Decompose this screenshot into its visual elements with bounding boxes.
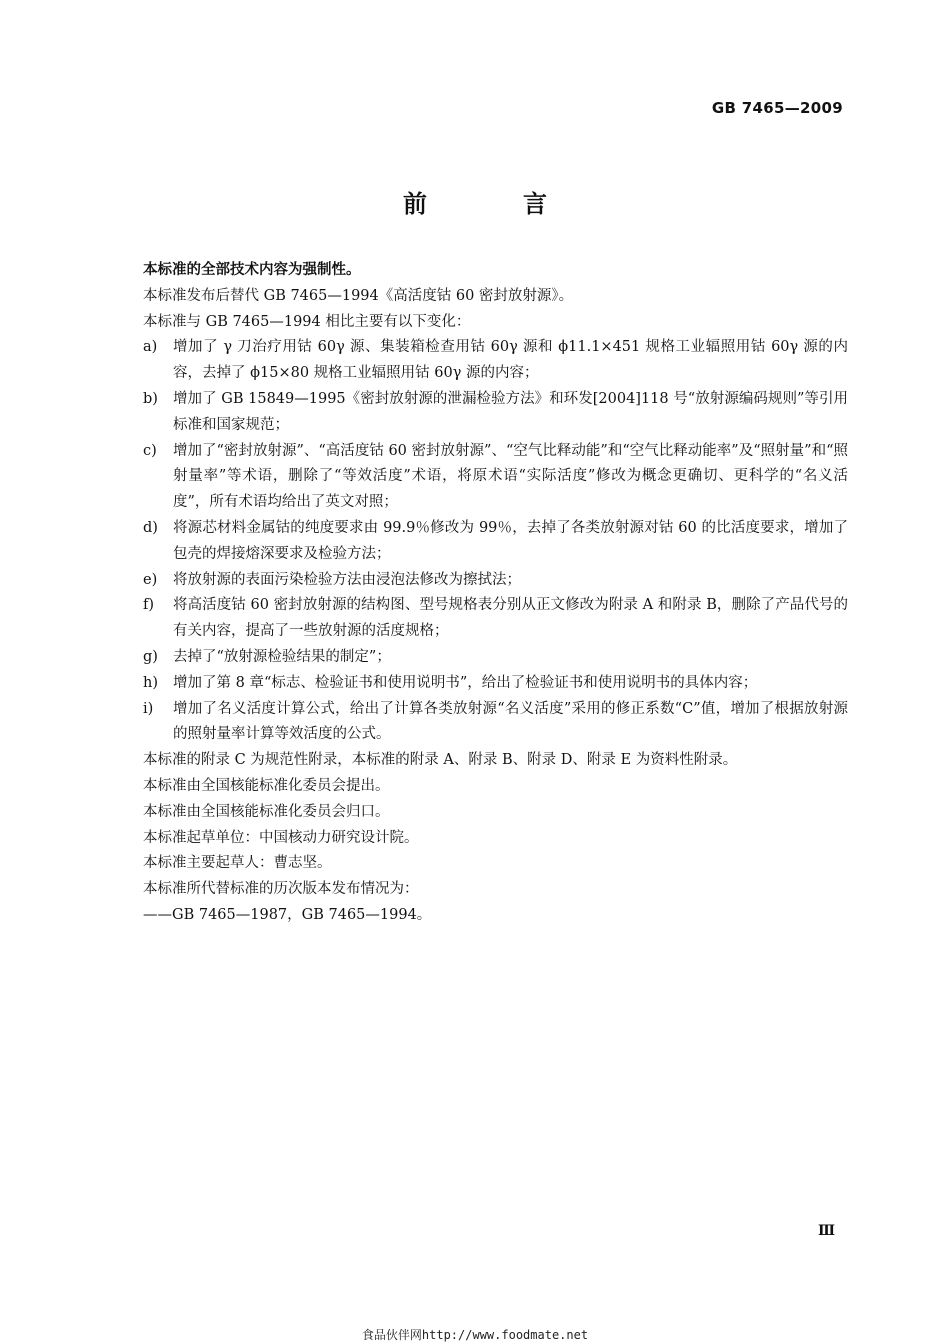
list-item-text: 去掉了“放射源检验结果的制定”； [173,648,391,665]
list-item-label: i) [143,700,154,717]
list-item-label: h) [143,674,158,691]
changes-intro: 本标准与 GB 7465—1994 相比主要有以下变化： [143,313,471,330]
history-intro: 本标准所代替标准的历次版本发布情况为： [143,881,419,898]
footer-watermark: 食品伙伴网http://www.foodmate.net [361,1328,589,1342]
document-body [143,258,848,929]
drafter-statement: 本标准主要起草人：曹志坚。 [143,855,332,872]
list-item [143,439,848,516]
list-item-label: g) [143,648,158,665]
list-item-text: 将源芯材料金属钴的纯度要求由 99.9％修改为 99％，去掉了各类放射源对钴 60 的比活度要求，增加了包壳的焊接熔深要求及检验方法； [173,519,848,562]
page-title: 前 言 [403,190,583,218]
list-item-text: 增加了“密封放射源”、“高活度钴 60 密封放射源”、“空气比释动能”和“空气比释动能率”及“照射量”和“照射量率”等术语，删除了“等效活度”术语，将原术语“实际活度”修改为概念更确切、更科学的“名义活度”，所有术语均给出了英文对照； [173,442,848,511]
standard-code: GB 7465—2009 [711,99,843,117]
list-item [143,387,848,439]
list-item [143,516,848,568]
replacement-statement: 本标准发布后替代 GB 7465—1994《高活度钴 60 密封放射源》。 [143,287,574,304]
list-item-label: f) [143,597,155,614]
list-item [143,568,848,594]
proposer-statement: 本标准由全国核能标准化委员会提出。 [143,777,390,794]
list-item [143,671,848,697]
history-versions: ——GB 7465—1987，GB 7465—1994。 [143,906,432,923]
list-item-label: a) [143,339,158,356]
list-item-text: 将高活度钴 60 密封放射源的结构图、型号规格表分别从正文修改为附录 A 和附录 B，删除了产品代号的有关内容，提高了一些放射源的活度规格； [173,597,848,640]
list-item-label: c) [143,442,157,459]
governance-statement: 本标准由全国核能标准化委员会归口。 [143,803,390,820]
list-item-text: 增加了 γ 刀治疗用钴 60γ 源、集装箱检查用钴 60γ 源和 ϕ11.1×451 规格工业辐照用钴 60γ 源的内容，去掉了 ϕ15×80 规格工业辐照用钴 60γ 源的内容； [173,339,848,382]
list-item-label: e) [143,571,158,588]
mandatory-statement: 本标准的全部技术内容为强制性。 [143,262,361,278]
list-item [143,593,848,645]
page-number: Ⅲ [817,1223,835,1239]
list-item-text: 增加了名义活度计算公式，给出了计算各类放射源“名义活度”采用的修正系数“C”值，增加了根据放射源的照射量率计算等效活度的公式。 [173,700,848,743]
list-item-text: 将放射源的表面污染检验方法由浸泡法修改为擦拭法； [173,571,521,588]
list-item [143,645,848,671]
list-item [143,335,848,387]
list-item-label: d) [143,519,158,536]
list-item-text: 增加了第 8 章“标志、检验证书和使用说明书”，给出了检验证书和使用说明书的具体内容； [173,674,758,691]
list-item-label: b) [143,390,158,407]
list-item-text: 增加了 GB 15849—1995《密封放射源的泄漏检验方法》和环发[2004]118 号“放射源编码规则”等引用标准和国家规范； [173,390,848,433]
appendix-statement: 本标准的附录 C 为规范性附录，本标准的附录 A、附录 B、附录 D、附录 E 为资料性附录。 [143,752,738,769]
drafting-unit-statement: 本标准起草单位：中国核动力研究设计院。 [143,829,419,846]
list-item [143,697,848,749]
